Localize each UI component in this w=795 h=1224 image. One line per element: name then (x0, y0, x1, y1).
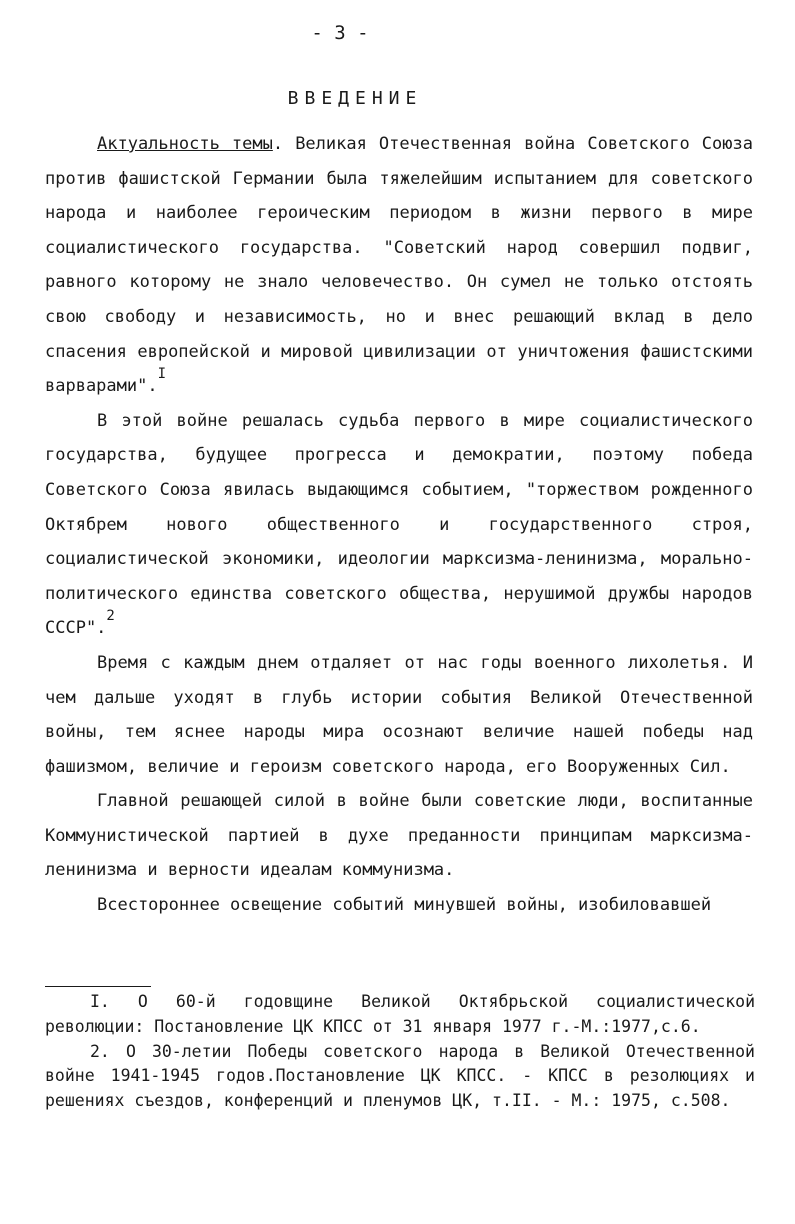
footnote-ref-2: 2 (106, 608, 115, 625)
footnotes (45, 990, 755, 1114)
paragraph-1 (45, 127, 753, 404)
paragraph-4: Главной решающей силой в войне были советские люди, воспитанные Коммунистической партией в духе преданности принципам марксизма-ленинизма и верности идеалам коммунизма. (45, 791, 753, 881)
footnote-2: 2. О 30-летии Победы советского народа в Великой Отечественной войне 1941-1945 годов.Постановление ЦК КПСС. - КПСС в резолюциях и решениях съездов, конференций и пленумов ЦК, т.II. - М.: 1975, с.508. (45, 1041, 755, 1111)
paragraph-5: Всестороннее освещение событий минувшей войны, изобиловавшей (97, 895, 712, 916)
section-title: ВВЕДЕНИЕ (287, 88, 423, 109)
page-number: - 3 - (311, 22, 369, 44)
footnote-1: I. О 60-й годовщине Великой Октябрьской социалистической революции: Постановление ЦК КПСС от 31 января 1977 г.-М.:1977,с.6. (45, 992, 755, 1036)
paragraph-3: Время с каждым днем отдаляет от нас годы военного лихолетья. И чем дальше уходят в глубь истории события Великой Отечественной войны, тем яснее народы мира осознают величие нашей победы над фашизмом, величие и героизм советского народа, его Вооруженных Сил. (45, 652, 753, 777)
paragraph-1-text: . Великая Отечественная война Советского Союза против фашистской Германии была тяжелейшим испытанием для советского народа и наиболее героическим периодом в жизни первого в мире социалистического государства. "Советский народ совершил подвиг, равного которому не знало человечество. Он сумел не только отстоять свою свободу и независимость, но и внес решающий вклад в дело спасения европейской и мировой цивилизации от уничтожения фашистскими варварами". (45, 134, 753, 397)
paragraph-2-text: В этой войне решалась судьба первого в мире социалистического государства, будущее прогресса и демократии, поэтому победа Советского Союза явилась выдающимся событием, "торжеством рожденного Октябрем нового общественного и государственного строя, социалистической экономики, идеологии марксизма-ленинизма, морально-политического единства советского общества, нерушимой дружбы народов СССР". (45, 410, 753, 639)
paragraph-2 (45, 404, 753, 646)
body-text (45, 127, 753, 923)
footnote-divider (45, 986, 151, 987)
footnote-ref-1: I (157, 366, 167, 383)
topic-relevance-heading: Актуальность темы (97, 134, 273, 154)
